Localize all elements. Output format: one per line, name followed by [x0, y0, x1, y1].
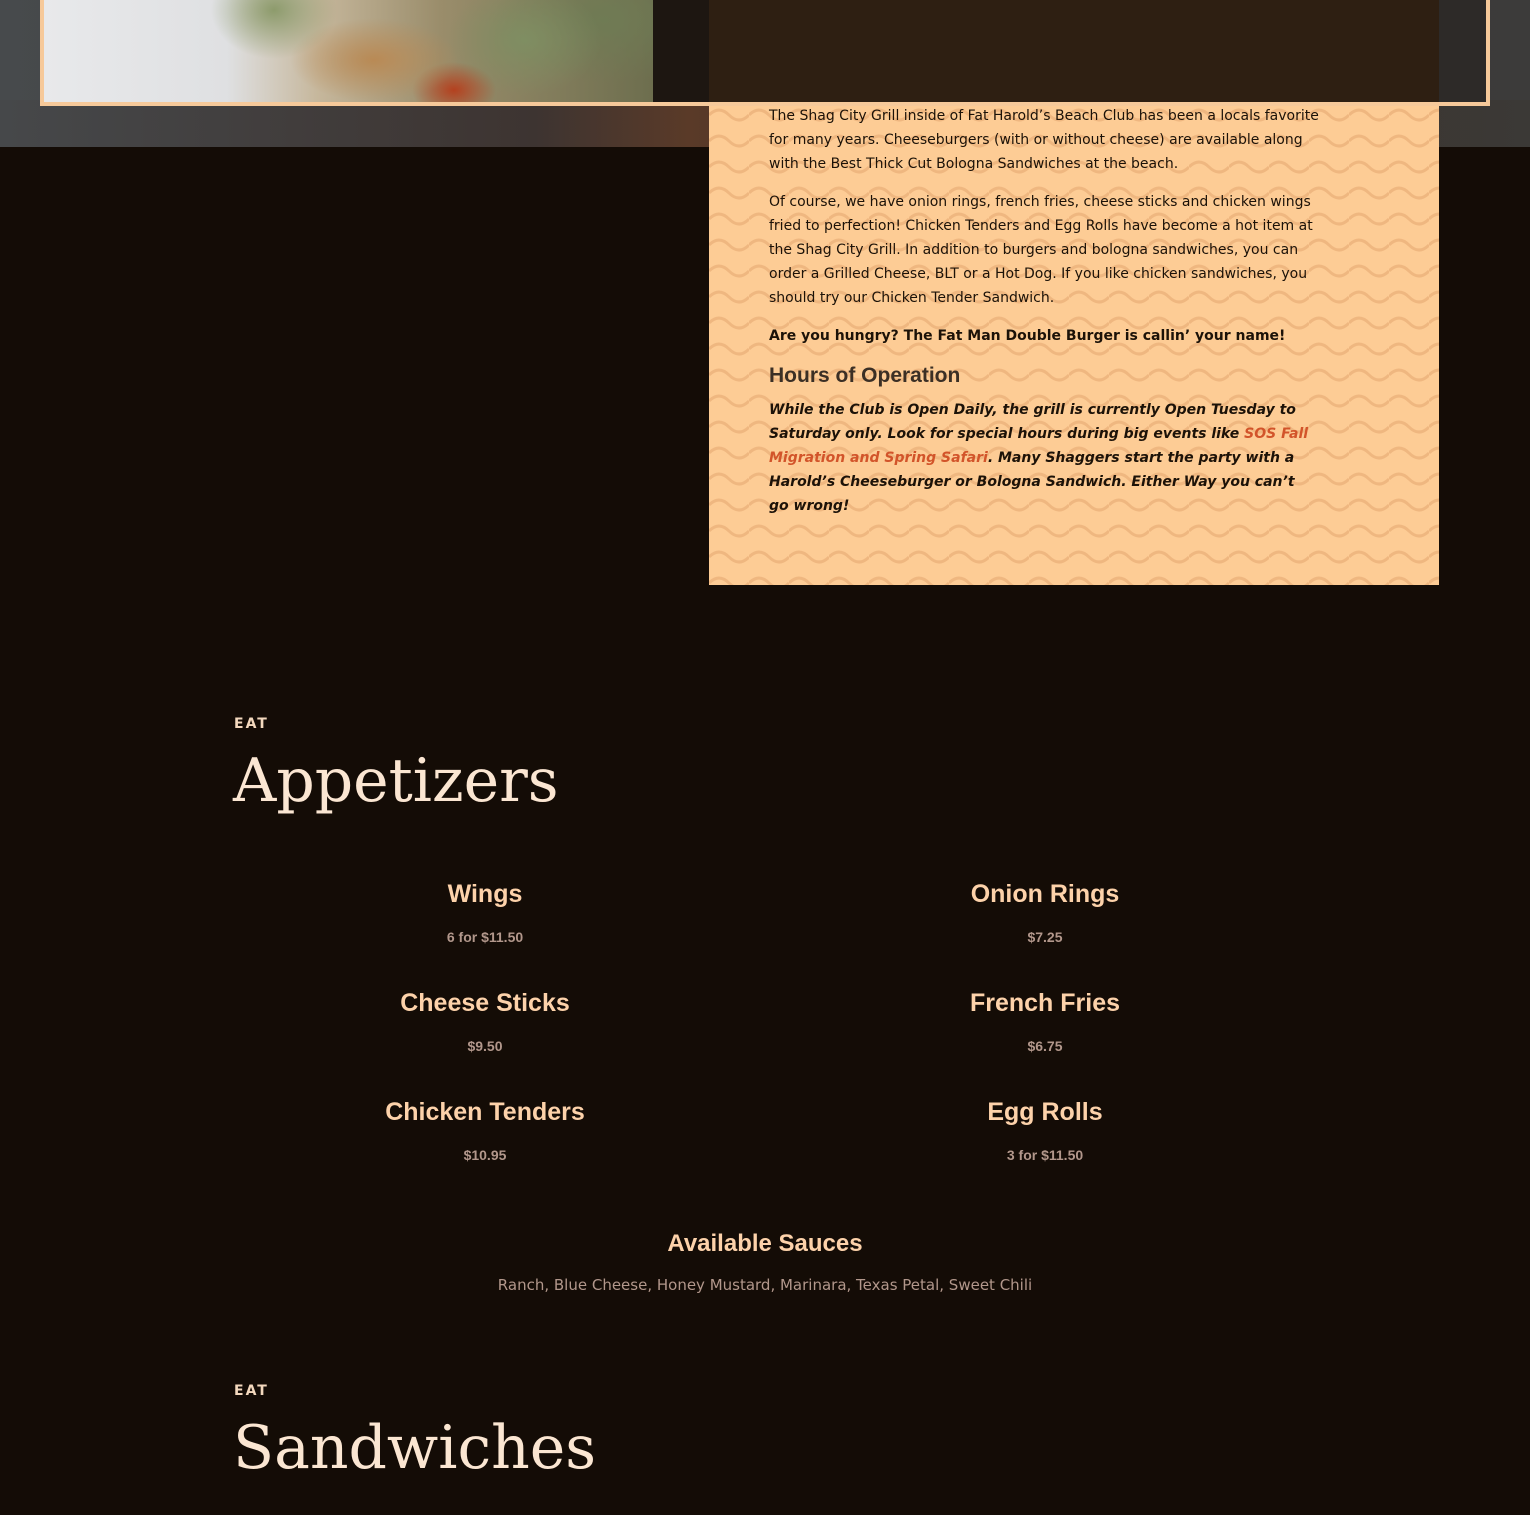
menu-item-price: $6.75	[1027, 1038, 1063, 1054]
about-paragraph-1: The Shag City Grill inside of Fat Harold’s Beach Club has been a locals favorite for many years. Cheeseburgers (with or without cheese) are available along with the Best Thick Cut Bologna Sandwiches at the beach.	[769, 108, 1319, 172]
about-paragraph-2: Of course, we have onion rings, french fries, cheese sticks and chicken wings fried to perfection! Chicken Tenders and Egg Rolls have become a hot item at the Shag City Grill. In addition to burgers and bologna sandwiches, you can order a Grilled Cheese, BLT or a Hot Dog. If you like chicken sandwiches, you should try our Chicken Tender Sandwich.	[769, 194, 1313, 306]
menu-item	[795, 988, 1295, 1055]
events-link[interactable]: SOS Fall Migration and Spring Safari	[769, 426, 1309, 466]
hours-heading: Hours of Operation	[769, 364, 961, 387]
menu-item-name: Cheese Sticks	[400, 989, 570, 1017]
menu-item-name: Onion Rings	[970, 880, 1120, 908]
menu-item	[235, 879, 735, 946]
sandwiches-title: Sandwiches	[233, 1413, 597, 1483]
sandwiches-eyebrow: EAT	[234, 1383, 269, 1399]
menu-item-price: $10.95	[463, 1147, 507, 1163]
menu-item	[795, 879, 1295, 946]
menu-item	[235, 988, 735, 1055]
about-tagline: Are you hungry? The Fat Man Double Burger is callin’ your name!	[769, 328, 1286, 344]
sauces-heading: Available Sauces	[667, 1230, 863, 1257]
photo-frame-border	[40, 0, 1490, 106]
menu-item-price: $7.25	[1027, 929, 1063, 945]
appetizers-title: Appetizers	[233, 746, 559, 816]
menu-item-price: $9.50	[467, 1038, 503, 1054]
menu-item	[235, 1097, 735, 1164]
menu-item-price: 3 for $11.50	[1006, 1147, 1084, 1163]
menu-item-name: Chicken Tenders	[385, 1098, 585, 1126]
menu-item-name: Wings	[447, 880, 523, 908]
menu-item	[795, 1097, 1295, 1164]
hours-text	[769, 398, 1319, 518]
about-text	[769, 104, 1319, 532]
menu-item-name: Egg Rolls	[987, 1098, 1103, 1126]
appetizers-eyebrow: EAT	[234, 716, 269, 732]
menu-item-name: French Fries	[969, 989, 1121, 1017]
menu-item-price: 6 for $11.50	[446, 929, 524, 945]
sauces-list: Ranch, Blue Cheese, Honey Mustard, Marinara, Texas Petal, Sweet Chili	[497, 1276, 1033, 1294]
hours-text-end: . Many Shaggers start the party with a Harold’s Cheeseburger or Bologna Sandwich. Either Way you can’t go wrong!	[769, 450, 1295, 514]
hours-text-start: While the Club is Open Daily, the grill is currently Open Tuesday to Saturday only. Look for special hours during big events like	[769, 402, 1296, 442]
